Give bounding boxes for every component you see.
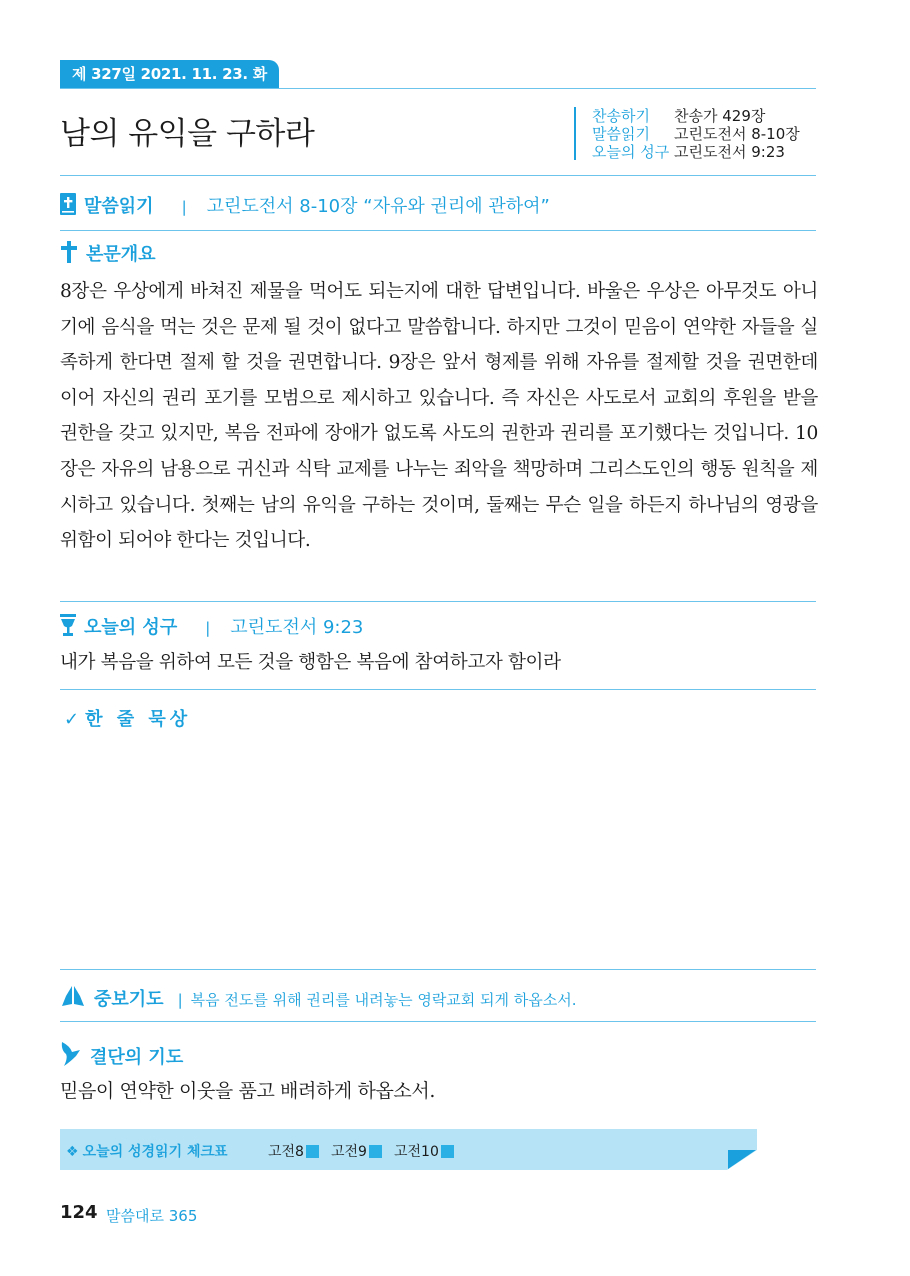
checkbox[interactable] — [441, 1145, 454, 1158]
page-title: 남의 유익을 구하라 — [60, 116, 315, 152]
page-fold-flap — [728, 1150, 756, 1169]
verse-heading — [60, 613, 363, 639]
day-badge: 제 327일 2021. 11. 23. 화 — [60, 60, 279, 89]
separator: | — [205, 619, 211, 637]
meta-value: 찬송가 429장 — [674, 107, 766, 125]
separator: | — [181, 198, 187, 216]
diamond-icon: ❖ — [66, 1144, 79, 1160]
resolution-text: 믿음이 연약한 이웃을 품고 배려하게 하옵소서. — [60, 1080, 435, 1102]
rule — [60, 1021, 816, 1022]
intercession-heading-text: 중보기도 — [94, 989, 164, 1010]
meta-divider — [574, 107, 576, 160]
summary-heading — [60, 240, 156, 266]
resolution-heading-text: 결단의 기도 — [90, 1047, 184, 1068]
checklist-item[interactable] — [331, 1141, 382, 1161]
verse-text: 내가 복음을 위하여 모든 것을 행함은 복음에 참여하고자 함이라 — [60, 652, 561, 673]
reading-reference: 고린도전서 8-10장 “자유와 권리에 관하여” — [206, 196, 550, 217]
checklist-item-label: 고전8 — [268, 1144, 304, 1160]
verse-heading-text: 오늘의 성구 — [84, 617, 178, 638]
meta-label: 찬송하기 — [592, 107, 650, 125]
checklist-label-text: 오늘의 성경읽기 체크표 — [82, 1144, 228, 1160]
meta-hymn — [592, 108, 765, 125]
meta-label: 말씀읽기 — [592, 125, 650, 143]
separator: | — [177, 991, 183, 1009]
checkbox[interactable] — [369, 1145, 382, 1158]
meta-verse — [592, 144, 785, 161]
chalice-icon — [60, 614, 76, 636]
book-name: 말씀대로 365 — [106, 1207, 198, 1225]
meta-label: 오늘의 성구 — [592, 143, 670, 161]
rule — [60, 230, 816, 231]
bible-icon — [60, 193, 76, 215]
cross-icon — [60, 241, 78, 263]
header-rule — [60, 88, 816, 89]
rule — [60, 601, 816, 602]
resolution-heading — [60, 1040, 183, 1069]
intercession-text: 복음 전도를 위해 권리를 내려놓는 영락교회 되게 하옵소서. — [190, 991, 577, 1009]
rule — [60, 969, 816, 970]
checklist-item[interactable] — [394, 1141, 454, 1161]
checklist-label — [66, 1141, 228, 1161]
praying-hands-icon — [60, 984, 86, 1008]
rule — [60, 175, 816, 176]
intercession-heading — [60, 984, 577, 1011]
rule — [60, 689, 816, 690]
page-number: 124 — [60, 1202, 98, 1223]
checklist-item[interactable] — [268, 1141, 319, 1161]
checklist-item-label: 고전10 — [394, 1144, 439, 1160]
meditation-heading — [64, 705, 191, 731]
meditation-heading-text: 한 줄 묵상 — [85, 709, 192, 730]
verse-reference: 고린도전서 9:23 — [230, 617, 364, 638]
summary-text: 8장은 우상에게 바쳐진 제물을 먹어도 되는지에 대한 답변입니다. 바울은 우상은 아무것도 아니기에 음식을 먹는 것은 문제 될 것이 없다고 말씀합니다. 하지만 그것이 믿음이 연약한 자들을 실족하게 한다면 절제 할 것을 권면합니다. 9장은 앞서 형제를 위해 자유를 절제할 것을 권면한데 이어 자신의 권리 포기를 모범으로 제시하고 있습니다. 즉 자신은 사도로서 교회의 후원을 받을 권한을 갖고 있지만, 복음 전파에 장애가 없도록 사도의 권한과 권리를 포기했다는 것입니다. 10장은 자유의 남용으로 귀신과 식탁 교제를 나누는 죄악을 책망하며 그리스도인의 행동 원칙을 제시하고 있습니다. 첫째는 남의 유익을 구하는 것이며, 둘째는 무슨 일을 하든지 하나님의 영광을 위함이 되어야 한다는 것입니다. — [60, 281, 818, 552]
reading-heading — [60, 192, 550, 218]
checkbox[interactable] — [306, 1145, 319, 1158]
meta-reading — [592, 126, 800, 143]
check-icon: ✓ — [64, 709, 80, 730]
meta-value: 고린도전서 8-10장 — [674, 125, 800, 143]
checklist-item-label: 고전9 — [331, 1144, 367, 1160]
reading-heading-text: 말씀읽기 — [84, 196, 154, 217]
summary-heading-text: 본문개요 — [86, 244, 156, 265]
dove-icon — [60, 1040, 82, 1066]
meta-value: 고린도전서 9:23 — [674, 143, 785, 161]
